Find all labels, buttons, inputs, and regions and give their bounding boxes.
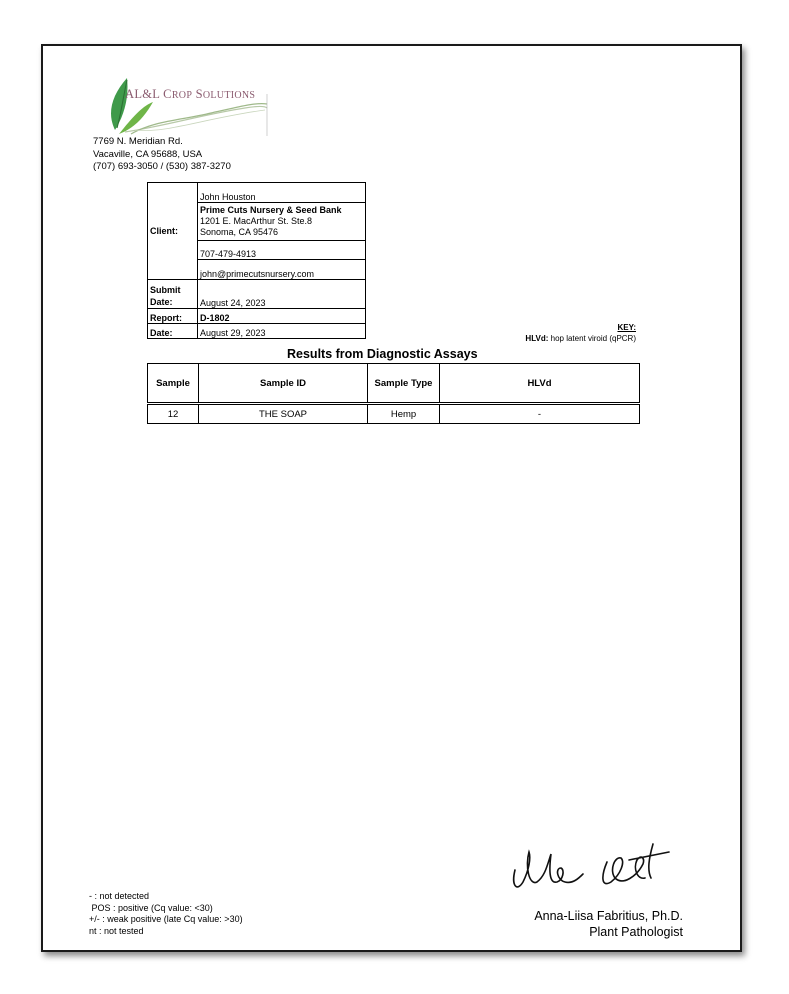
signer-block	[473, 908, 683, 940]
key-abbr: HLVd:	[525, 334, 549, 343]
submit-date: August 24, 2023	[198, 280, 366, 309]
header-sample-type: Sample Type	[368, 364, 440, 404]
submit-label-line2: Date:	[150, 297, 173, 307]
key-entry	[525, 333, 636, 344]
signer-name: Anna-Liisa Fabritius, Ph.D.	[534, 909, 683, 923]
client-street: 1201 E. MacArthur St. Ste.8	[200, 215, 313, 226]
report-page	[41, 44, 742, 952]
report-date-label: Date:	[148, 324, 198, 339]
client-address-cell	[198, 202, 366, 240]
client-label: Client:	[148, 183, 198, 280]
assay-key	[525, 322, 636, 344]
address-line-1: 7769 N. Meridian Rd.	[93, 136, 183, 147]
header-sample-id: Sample ID	[199, 364, 368, 404]
cell-sample-type: Hemp	[368, 404, 440, 424]
legend-item: +/- : weak positive (late Cq value: >30)	[89, 914, 243, 924]
client-phone: 707-479-4913	[198, 240, 366, 260]
legend-item: - : not detected	[89, 891, 150, 901]
company-address	[93, 136, 231, 174]
client-email: john@primecutsnursery.com	[198, 260, 366, 280]
leaf-logo-icon	[105, 74, 270, 140]
results-header-row	[148, 364, 640, 404]
address-line-2: Vacaville, CA 95688, USA	[93, 148, 203, 160]
signer-title: Plant Pathologist	[589, 925, 683, 939]
result-legend	[89, 891, 243, 937]
company-logo	[105, 74, 270, 140]
report-date: August 29, 2023	[198, 324, 366, 339]
submit-date-label	[148, 280, 198, 309]
legend-item: POS : positive (Cq value: <30)	[89, 902, 213, 913]
signature-image	[503, 830, 683, 900]
table-row	[148, 404, 640, 424]
header-sample: Sample	[148, 364, 199, 404]
cell-sample: 12	[148, 404, 199, 424]
key-title: KEY:	[617, 323, 636, 332]
header-hlvd: HLVd	[440, 364, 640, 404]
contact-name: John Houston	[198, 183, 366, 203]
report-label: Report:	[148, 309, 198, 324]
business-name: Prime Cuts Nursery & Seed Bank	[200, 204, 342, 215]
legend-item: nt : not tested	[89, 925, 144, 936]
cell-hlvd: -	[440, 404, 640, 424]
submit-label-line1: Submit	[150, 285, 181, 295]
cell-sample-id: THE SOAP	[199, 404, 368, 424]
handwritten-signature-icon	[503, 830, 683, 900]
key-definition: hop latent viroid (qPCR)	[550, 334, 636, 343]
company-phone: (707) 693-3050 / (530) 387-3270	[93, 161, 231, 172]
results-table	[147, 363, 640, 424]
logo-wordmark: AL&L CROP SOLUTIONS	[125, 87, 256, 101]
report-number: D-1802	[198, 309, 366, 324]
results-title: Results from Diagnostic Assays	[287, 347, 478, 361]
client-info-table	[147, 182, 366, 339]
client-city: Sonoma, CA 95476	[200, 226, 279, 237]
